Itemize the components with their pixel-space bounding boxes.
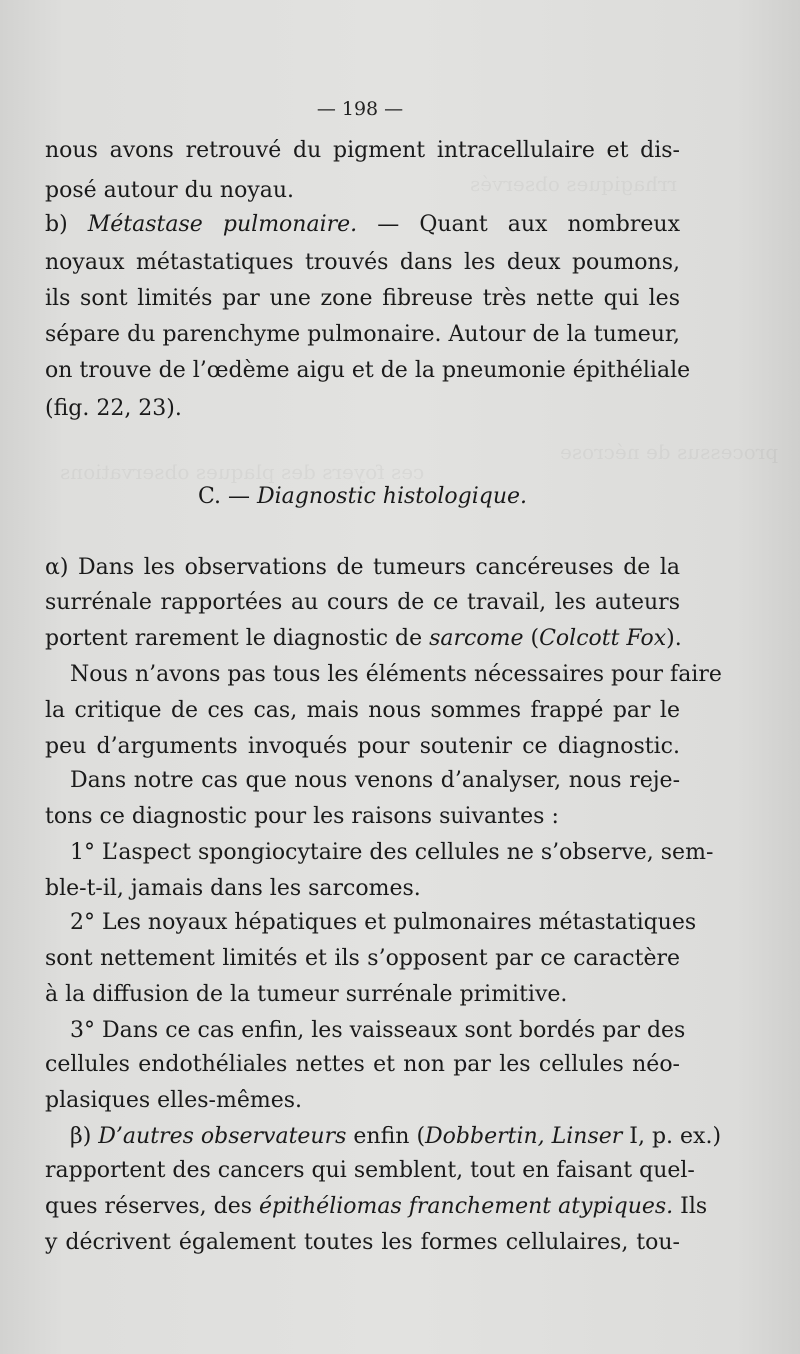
text-line: portent rarement le diagnostic de sarcome (Colcott Fox). — [45, 626, 682, 651]
text-line: peu d’arguments invoqués pour soutenir ce diagnostic. — [45, 734, 680, 759]
show-through-text — [60, 460, 424, 484]
text-line: cellules endothéliales nettes et non par les cellules néo- — [45, 1052, 680, 1077]
text-line: sont nettement limités et ils s’opposent par ce caractère — [45, 946, 680, 971]
text-line: 3° Dans ce cas enfin, les vaisseaux sont bordés par des — [70, 1018, 686, 1043]
text-line: à la diffusion de la tumeur surrénale primitive. — [45, 982, 568, 1007]
text-line: tons ce diagnostic pour les raisons suivantes : — [45, 804, 559, 829]
text-line: la critique de ces cas, mais nous sommes frappé par le — [45, 698, 680, 723]
text-line: on trouve de l’œdème aigu et de la pneumonie épithéliale — [45, 358, 691, 383]
text-line: α) Dans les observations de tumeurs cancéreuses de la — [45, 555, 680, 580]
text-line: rapportent des cancers qui semblent, tout en faisant quel- — [45, 1158, 695, 1183]
text-line: sépare du parenchyme pulmonaire. Autour de la tumeur, — [45, 322, 680, 347]
text-line: y décrivent également toutes les formes cellulaires, tou- — [45, 1230, 680, 1255]
page-number: — 198 — — [316, 98, 404, 120]
text-line: ques réserves, des épithéliomas franchement atypiques. Ils — [45, 1194, 708, 1219]
text-line: surrénale rapportées au cours de ce travail, les auteurs — [45, 590, 680, 615]
text-line: noyaux métastatiques trouvés dans les deux poumons, — [45, 250, 680, 275]
section-heading: C. — Diagnostic histologique. — [197, 484, 528, 509]
text-line: posé autour du noyau. — [45, 178, 295, 203]
text-line: Dans notre cas que nous venons d’analyser, nous reje- — [70, 768, 680, 793]
text-line: (fig. 22, 23). — [45, 396, 182, 421]
show-through-text — [560, 440, 778, 464]
text-line: 2° Les noyaux hépatiques et pulmonaires métastatiques — [70, 910, 697, 935]
text-line: b) Métastase pulmonaire. — Quant aux nombreux — [45, 212, 680, 237]
text-line: 1° L’aspect spongiocytaire des cellules ne s’observe, sem- — [70, 840, 714, 865]
text-line: ils sont limités par une zone fibreuse très nette qui les — [45, 286, 680, 311]
text-line: Nous n’avons pas tous les éléments nécessaires pour faire — [70, 662, 722, 687]
text-line: β) D’autres observateurs enfin (Dobbertin, Linser I, p. ex.) — [70, 1124, 722, 1149]
text-line: plasiques elles-mêmes. — [45, 1088, 302, 1113]
text-line: nous avons retrouvé du pigment intracellulaire et dis- — [45, 138, 680, 163]
text-line: ble-t-il, jamais dans les sarcomes. — [45, 876, 421, 901]
